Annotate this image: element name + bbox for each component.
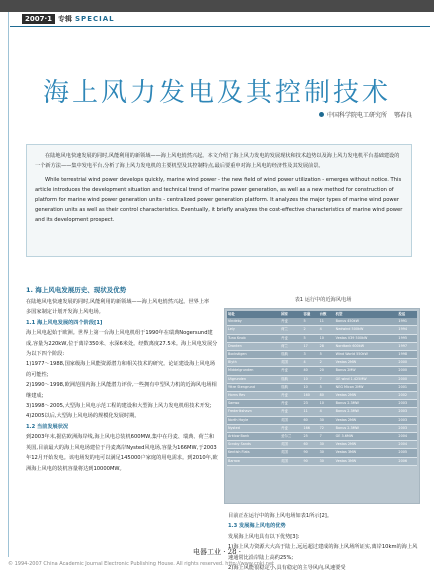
table-cell: 4 <box>302 359 318 367</box>
table-cell: 17 <box>302 342 318 350</box>
table-cell: 2 <box>319 359 335 367</box>
abstract-en: While terrestrial wind power develops quickly, marine wind power - the new field of wind power utilization - emerges without notice. This article introduces the development situation and technical trend of marine power generation, as well as a new method for construction of platform for marine wind power generation units - centralized power generation platform. It analyzes the major types of marine wind power generation units as well as their control characteristics. Eventually, it briefly analyzes the cost-effective characteristics of marine wind power and its development prospect. <box>35 177 403 223</box>
table-cell: 2003 <box>397 408 417 416</box>
bullet-icon <box>319 112 324 117</box>
table-header-cell: 国家 <box>280 311 302 318</box>
table-cell: Scroby Sands <box>227 441 280 449</box>
abstract-box <box>26 144 412 257</box>
table-cell: 90 <box>302 449 318 457</box>
author-name: 鄂春良 <box>393 112 412 119</box>
table-cell: 丹麦 <box>280 334 302 342</box>
table-row <box>227 351 417 359</box>
table-cell: 3 <box>302 351 318 359</box>
table-cell: 2003 <box>397 416 417 424</box>
table-cell: 英国 <box>280 449 302 457</box>
paragraph: 在陆地风电快速发展的同时,风能利用的新领域——海上风电悄然兴起。世界上率 <box>26 299 210 305</box>
table-cell: Vindeby <box>227 318 280 326</box>
table-cell: 丹麦 <box>280 408 302 416</box>
table-row <box>227 383 417 391</box>
table-cell: GE wind 1.425MW <box>335 375 398 383</box>
table-row <box>227 441 417 449</box>
table-cell: 28 <box>319 342 335 350</box>
table-cell: Nordtank 600kW <box>335 342 398 350</box>
table-cell: Nedwind 500kW <box>335 326 398 334</box>
table-cell: Dronten <box>227 342 280 350</box>
table-cell: Bonus 450kW <box>335 318 398 326</box>
header-rule <box>10 26 430 27</box>
table-cell: 7 <box>319 433 335 441</box>
paragraph: 到2003年末,据估欧洲海岸线,海上风电总装机600MW,集中在丹麦、瑞典、荷兰和英国,目前最大的海上风电场建位于丹麦离岸Nysted风电场,容量为166MW,于2003年12月开始发电。该电场发的电可以满足145000户家庭的用电需求。到2010年,欧洲海上风电的装机容量将达到10000MW。 <box>26 434 218 472</box>
table-row <box>227 375 417 383</box>
table-cell: 2003 <box>397 400 417 408</box>
table-cell: Vestas 3MW <box>335 449 398 457</box>
table-cell: 10 <box>319 400 335 408</box>
table-cell: 2000 <box>397 359 417 367</box>
table-cell: 丹麦 <box>280 367 302 375</box>
table-cell: 丹麦 <box>280 424 302 432</box>
table-cell: Bonus 2.3MW <box>335 424 398 432</box>
table-cell: 30 <box>319 449 335 457</box>
table-row <box>227 400 417 408</box>
table-cell: 2006 <box>397 457 417 465</box>
table-cell: 2005 <box>397 449 417 457</box>
table-cell: Arklow Bank <box>227 433 280 441</box>
table-header-cell: 投运 <box>397 311 417 318</box>
table-cell: 30 <box>319 441 335 449</box>
table-cell: 1995 <box>397 334 417 342</box>
table-cell: Blyth <box>227 359 280 367</box>
table-cell: NEG Micon 2MW <box>335 383 398 391</box>
table-cell: 爱尔兰 <box>280 433 302 441</box>
table-cell: Yttre Stengrund <box>227 383 280 391</box>
table-cell: 20 <box>319 367 335 375</box>
author-line <box>319 110 412 119</box>
table-row <box>227 457 417 465</box>
table-row <box>227 433 417 441</box>
subsection-heading: 1.2 当前发展状况 <box>26 423 69 430</box>
subsection-heading: 1.1 海上风电发展的四个阶段[1] <box>26 319 103 326</box>
table-cell: 7 <box>319 375 335 383</box>
table-cell: Vestas 2MW <box>335 441 398 449</box>
abstract-cn: 在陆地风电快速发展的同时,风能利用的新领域——海上风电悄然兴起。本文介绍了海上风力发电的发展现状和技术趋势以及海上风力发电机平台基础建设的一个新方法——集中发电平台,分析了海上风力发电机的主要机型及其控制特点,最后要重申对海上风电的经济性及其发展前景。 <box>35 153 400 169</box>
list-item: 4)2005以后,大型海上风电场的规模化发展时期。 <box>26 413 140 420</box>
copyright-line: © 1994-2007 China Academic Journal Electronic Publishing House. All rights reserved. http://www.cnki.net <box>8 561 274 567</box>
table-cell: Vestas V39 500kW <box>335 334 398 342</box>
affiliation: 中国科学院电工研究所 <box>326 112 387 119</box>
table-row <box>227 408 417 416</box>
table-header-cell: 台数 <box>319 311 335 318</box>
table-cell: Nysted <box>227 424 280 432</box>
table-cell: 荷兰 <box>280 326 302 334</box>
paragraph: 海上风电起始于欧洲。世界上第一台海上风电机组于1990年在瑞典Nogersund建成,容量为220kW,位于离岸350米、水深6米处。经数离度27.5米。海上风电发展分为以下四个阶段: <box>26 330 218 358</box>
table-cell: 4 <box>319 326 335 334</box>
table-cell: Kentish Flats <box>227 449 280 457</box>
table-header-cell: 容量 <box>302 311 318 318</box>
table-cell: GE 3.6MW <box>335 433 398 441</box>
list-item: 1)海上风力资源大大高于陆上,远远超过建成的海上风场所证实,离岸10km的海上风速通常比沿岸陆上高约25%; <box>228 544 418 561</box>
table-cell: Samso <box>227 400 280 408</box>
table-cell: 1997 <box>397 342 417 350</box>
list-item: 1)1977～1988,国家级海上风能资源潜力和相关技术的研究。论证建设海上风电场的可能性; <box>26 361 216 378</box>
table-body <box>227 318 417 465</box>
table-cell: 荷兰 <box>280 342 302 350</box>
table-cell: 30 <box>319 457 335 465</box>
wind-farm-table <box>224 308 420 504</box>
table-cell: 11 <box>302 408 318 416</box>
table-header-row <box>227 311 417 318</box>
table-cell: 4 <box>319 408 335 416</box>
table-cell: 2000 <box>397 367 417 375</box>
table-row <box>227 416 417 424</box>
journal-header <box>22 12 115 26</box>
table-cell: Vestas 2MW <box>335 392 398 400</box>
table-cell: 2001 <box>397 383 417 391</box>
table-cell: Vestas 2MW <box>335 359 398 367</box>
section-heading: 1. 海上风电发展历史、现状及优势 <box>26 286 127 294</box>
table-cell: 丹麦 <box>280 318 302 326</box>
table-cell: Tuno Knob <box>227 334 280 342</box>
table-cell: Barrow <box>227 457 280 465</box>
table-cell: 60 <box>302 441 318 449</box>
table-cell: 英国 <box>280 359 302 367</box>
list-item: 3)1998～2005,大型海上风电示范工程的建设和大型海上风力发电机组技术开发; <box>26 403 212 410</box>
table-cell: 10 <box>319 334 335 342</box>
table-cell: Horns Rev <box>227 392 280 400</box>
table-cell: Bonus 2.3MW <box>335 400 398 408</box>
table-cell: 2 <box>302 326 318 334</box>
table-cell: 瑞典 <box>280 375 302 383</box>
table-caption: 表1 运行中的近海风电场 <box>294 297 352 303</box>
table-cell: 英国 <box>280 416 302 424</box>
table-cell: 2000 <box>397 375 417 383</box>
table-cell: 11 <box>319 318 335 326</box>
table-row <box>227 367 417 375</box>
table-cell: 90 <box>302 457 318 465</box>
table-cell: 2004 <box>397 441 417 449</box>
column-label-en: SPECIAL <box>75 15 115 23</box>
list-item: 2)海上风能很稳定小,具有稳定的主导风向,风速要受 <box>228 565 346 572</box>
table-cell: 2002 <box>397 392 417 400</box>
table-cell: 瑞典 <box>280 351 302 359</box>
table-cell: 72 <box>319 424 335 432</box>
table-cell: Bonus 2.3MW <box>335 408 398 416</box>
table-cell: Lely <box>227 326 280 334</box>
table-cell: Wind World 550kW <box>335 351 398 359</box>
table-row <box>227 318 417 326</box>
table-cell: 10 <box>302 383 318 391</box>
table-cell: 1991 <box>397 318 417 326</box>
table-cell: 80 <box>319 392 335 400</box>
table-cell: Vestas 3MW <box>335 457 398 465</box>
table-cell: 5 <box>319 351 335 359</box>
paragraph: 多国家制定计划开发海上风电场。 <box>26 309 104 316</box>
table-cell: 160 <box>302 392 318 400</box>
subsection-heading: 1.3 发展海上风电的优势 <box>228 523 286 530</box>
table-cell: 166 <box>302 424 318 432</box>
table-row <box>227 342 417 350</box>
table-cell: 10 <box>302 375 318 383</box>
page-footer: 电器工业 · 28 · <box>192 548 242 556</box>
table-cell: 2004 <box>397 433 417 441</box>
paragraph: 发展海上风电具有以下优势[3]: <box>228 533 300 540</box>
article-title: 海上风力发电及其控制技术 <box>42 78 391 108</box>
table-cell: 40 <box>302 367 318 375</box>
top-color-band <box>0 0 434 12</box>
table-row <box>227 392 417 400</box>
table-cell: 丹麦 <box>280 392 302 400</box>
table-header-cell: 机型 <box>335 311 398 318</box>
table-cell: 英国 <box>280 457 302 465</box>
table-cell: Middelgrunden <box>227 367 280 375</box>
table-cell: Vestas 2MW <box>335 416 398 424</box>
table-row <box>227 359 417 367</box>
table-cell: 1998 <box>397 351 417 359</box>
table-cell: 25 <box>302 433 318 441</box>
paragraph: 目前正在运行中的海上风电场如表1所示[2]。 <box>228 513 333 519</box>
table-cell: 5 <box>302 318 318 326</box>
list-item: 2)1990～1998,欧洲范围内海上风能潜力评价,一些拥有中型风力机的近海风电场相继建成; <box>26 382 217 399</box>
table-cell: Bonus 2MW <box>335 367 398 375</box>
table-cell: 英国 <box>280 441 302 449</box>
left-column <box>26 285 219 474</box>
table-cell: 30 <box>319 416 335 424</box>
table-cell: 5 <box>302 334 318 342</box>
table-cell: 23 <box>302 400 318 408</box>
table-cell: 5 <box>319 383 335 391</box>
table-header-cell: 场址 <box>227 311 280 318</box>
issue-badge: 2007·1 <box>22 14 55 24</box>
table-cell: Utgrunden <box>227 375 280 383</box>
table-cell: 瑞典 <box>280 383 302 391</box>
column-label-cn: 专辑 <box>58 15 73 23</box>
table-row <box>227 326 417 334</box>
table-cell: Frederikshavn <box>227 408 280 416</box>
table-cell: 丹麦 <box>280 400 302 408</box>
table-cell: North Hoyle <box>227 416 280 424</box>
table-cell: 2003 <box>397 424 417 432</box>
table-cell: Bockstigen <box>227 351 280 359</box>
table-row <box>227 334 417 342</box>
table-cell: 1994 <box>397 326 417 334</box>
table-row <box>227 424 417 432</box>
table-cell: 60 <box>302 416 318 424</box>
table-row <box>227 449 417 457</box>
